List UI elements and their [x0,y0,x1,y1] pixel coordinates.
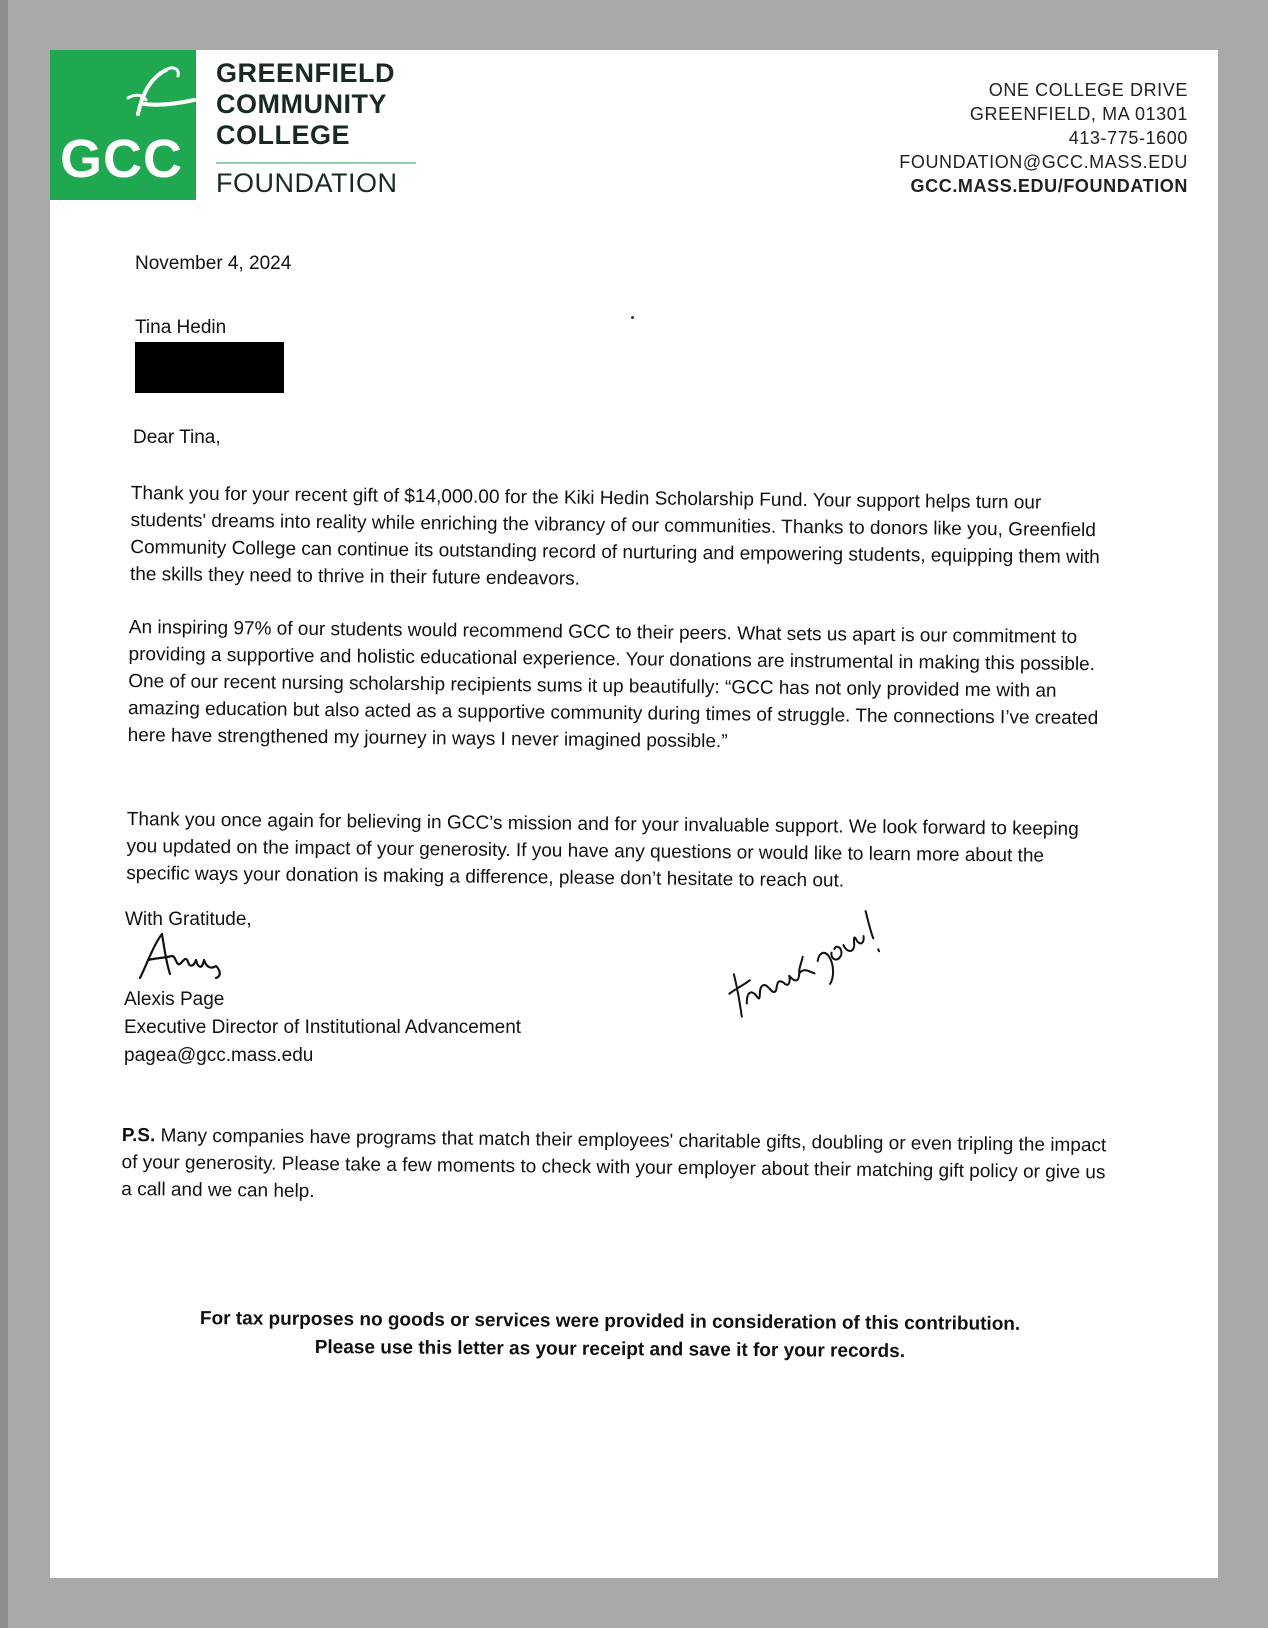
gcc-logo [50,50,196,200]
ps-text: Many companies have programs that match their employees' charitable gifts, doubling or even tripling the impact of your generosity. Please take a few moments to check with your employer about their matching gift policy or give us a call and we can help. [121,1125,1107,1203]
signer-email: pagea@gcc.mass.edu [124,1045,314,1066]
org-divider [216,162,416,164]
letter-page [50,50,1218,1578]
tax-notice-line-1: For tax purposes no goods or services were provided in consideration of this contribution. [199,1308,1021,1335]
recipient-name: Tina Hedin [135,317,227,338]
ps-label: P.S. [121,1124,156,1147]
letter-date: November 4, 2024 [135,253,292,274]
signer-title: Executive Director of Institutional Advancement [124,1017,522,1038]
handwritten-signature [132,926,242,986]
postscript [121,1122,1112,1213]
paragraph: Thank you once again for believing in GCC’s mission and for your invaluable support. We look forward to keeping you updated on the impact of your generosity. If you have any questions or would like to learn more about the specific ways your donation is making a difference, please don’t hesitate to reach out. [126,808,1079,892]
paragraph: An inspiring 97% of our students would recommend GCC to their peers. What sets us apart is our commitment to providing a supportive and holistic educational experience. Your donations are instrumental in making this possible. One of our recent nursing scholarship recipients sums it up beautifully: “GCC has not only provided me with an amazing education but also acted as a supportive community during times of struggle. The connections I’ve created here have strengthened my journey in ways I never imagined possible.” [127,616,1099,753]
contact-block [899,78,1188,198]
closing: With Gratitude, [125,909,252,930]
signer-block [124,986,521,1070]
address-line-1: ONE COLLEGE DRIVE [988,80,1188,100]
org-name-line: GREENFIELD [216,58,396,88]
redacted-address [135,342,284,393]
salutation: Dear Tina, [133,427,221,448]
org-name-line: COMMUNITY [216,89,387,119]
tax-notice-line-2: Please use this letter as your receipt and save it for your records. [314,1336,906,1363]
org-name-line: COLLEGE [216,120,351,150]
website: GCC.MASS.EDU/FOUNDATION [910,176,1188,196]
tax-notice [110,1305,1110,1368]
address-line-2: GREENFIELD, MA 01301 [969,104,1188,124]
signer-name: Alexis Page [124,989,225,1010]
logo-initials: GCC [60,129,183,189]
email: FOUNDATION@GCC.MASS.EDU [899,152,1188,172]
leaf-swoosh-icon [120,64,200,120]
phone: 413-775-1600 [1068,128,1188,148]
scan-speck [631,316,634,319]
paragraph: Thank you for your recent gift of $14,000.00 for the Kiki Hedin Scholarship Fund. Your support helps turn our students' dreams into reality while enriching the vibrancy of our communities. Thanks to donors like you, Greenfield Community College can continue its outstanding record of nurturing and empowering students, equipping them with the skills they need to thrive in their future endeavors. [129,482,1100,590]
org-name [216,58,395,151]
handwritten-thank-you [718,903,898,1027]
org-subtitle: FOUNDATION [216,168,398,198]
scan-edge [0,0,8,1628]
